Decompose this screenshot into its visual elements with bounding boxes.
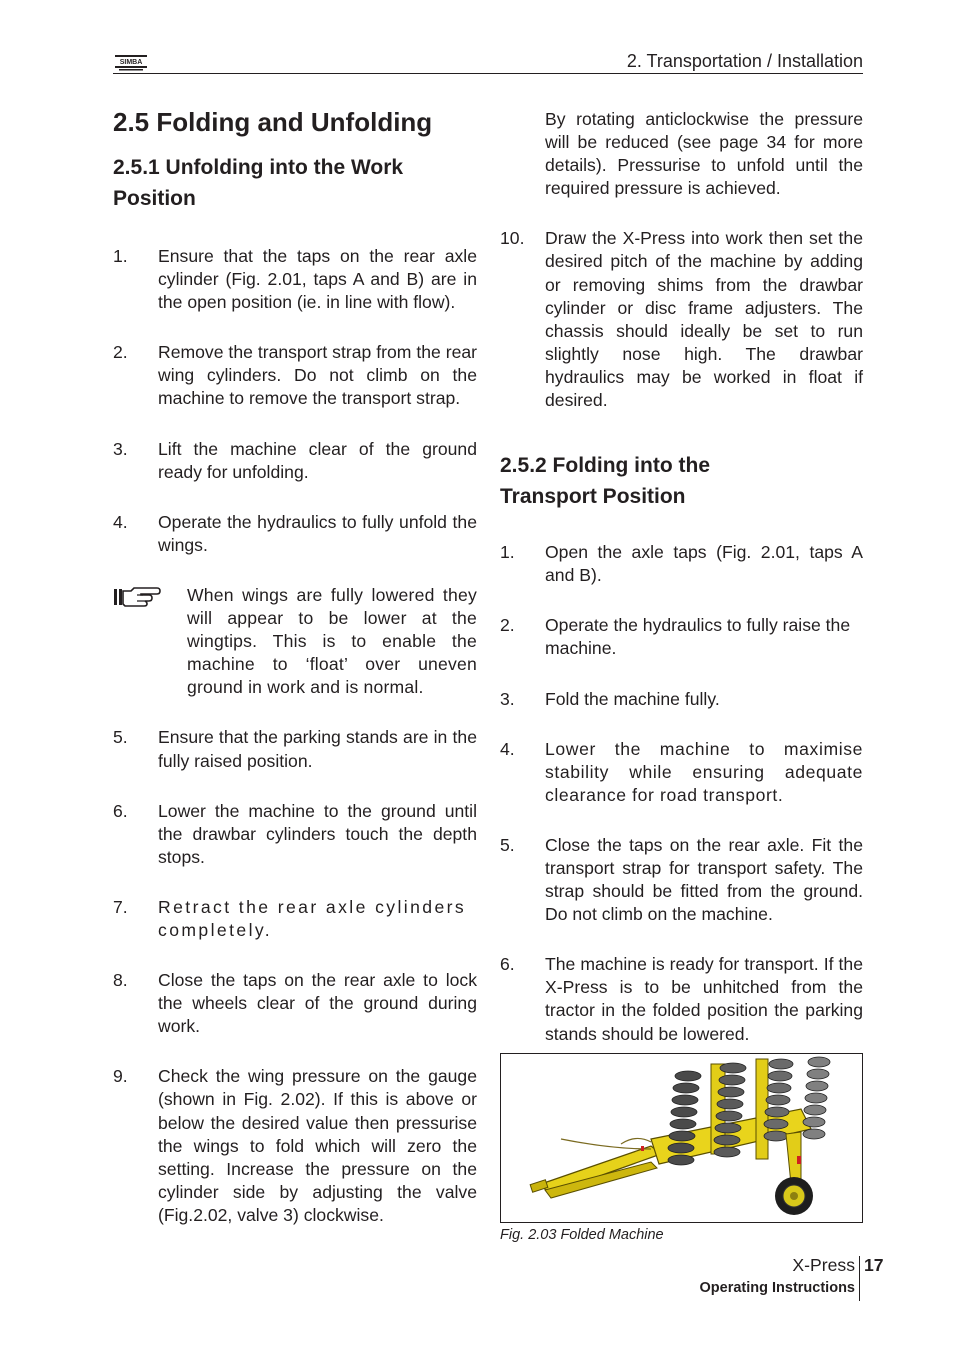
continuation-text: By rotating anticlockwise the pressure will be reduced (see page 34 for more details). Pressurise to unfold until the required pressure is achieved. <box>545 109 863 199</box>
list-number: 7. <box>113 896 128 917</box>
list-item <box>113 969 477 1038</box>
list-text: Retract the rear axle cylinders completely. <box>158 896 467 940</box>
list-text: Remove the transport strap from the rear wing cylinders. Do not climb on the machine to remove the transport strap. <box>158 342 477 409</box>
list-text: The machine is ready for transport. If the X-Press is to be unhitched from the tractor in the folded position the parking stands should be lowered. <box>545 954 863 1044</box>
list-text: Operate the hydraulics to fully raise the machine. <box>545 615 851 659</box>
list-text: Check the wing pressure on the gauge (shown in Fig. 2.02). If this is above or below the desired value then pressurise the wings to fold which will zero the setting. Increase the pressure on the cylinder side by adjusting the valve (Fig.2.02, valve 3) clockwise. <box>158 1066 477 1225</box>
note-text: When wings are fully lowered they will appear to be lower at the wingtips. This is to enable the machine to ‘float’ over uneven ground in work and is normal. <box>187 584 477 698</box>
list-item <box>113 1065 477 1227</box>
subsection-heading-unfolding: 2.5.1 Unfolding into the Work Position <box>113 156 404 210</box>
list-number: 9. <box>113 1066 128 1087</box>
svg-text:SIMBA: SIMBA <box>119 59 143 66</box>
list-number: 1. <box>500 542 515 563</box>
list-item <box>113 245 477 314</box>
subsection-heading-folding: 2.5.2 Folding into the Transport Position <box>500 454 710 509</box>
list-text: Lower the machine to maximise stability while ensuring adequate clearance for road transport. <box>545 738 863 805</box>
footer-subtitle: Operating Instructions <box>699 1280 855 1296</box>
list-item <box>113 726 477 772</box>
list-number: 4. <box>500 738 515 759</box>
list-text: Ensure that the parking stands are in the fully raised position. <box>158 727 477 771</box>
list-number: 3. <box>113 438 128 459</box>
list-item <box>500 834 863 926</box>
right-column <box>500 108 863 1247</box>
section-heading: 2.5 Folding and Unfolding <box>113 107 433 137</box>
list-number: 10. <box>500 228 525 249</box>
footer-title: X-Press <box>792 1255 855 1275</box>
figure-folded-machine <box>500 1053 863 1223</box>
list-item <box>500 541 863 587</box>
list-text: Fold the machine fully. <box>545 688 720 709</box>
list-item <box>113 438 477 484</box>
list-number: 5. <box>113 727 128 748</box>
list-text: Close the taps on the rear axle. Fit the transport strap for transport safety. The strap should be fitted from the ground. Do not climb on the machine. <box>545 834 863 925</box>
list-item <box>113 896 477 942</box>
list-text: Lower the machine to the ground until the drawbar cylinders touch the depth stops. <box>158 800 477 867</box>
simba-logo <box>113 54 149 72</box>
list-number: 8. <box>113 970 128 991</box>
list-item <box>113 800 477 869</box>
figure-caption: Fig. 2.03 Folded Machine <box>500 1226 664 1243</box>
list-text: Operate the hydraulics to fully unfold the wings. <box>158 511 477 555</box>
note-block <box>113 584 477 699</box>
list-text: Lift the machine clear of the ground ready for unfolding. <box>158 438 477 482</box>
list-text: Open the axle taps (Fig. 2.01, taps A and B). <box>545 542 863 586</box>
list-item <box>113 511 477 557</box>
list-number: 6. <box>113 800 128 821</box>
list-item <box>500 614 863 660</box>
list-text: Draw the X-Press into work then set the desired pitch of the machine by adding or removing shims from the drawbar cylinder or disc frame adjusters. The chassis should ideally be set to run slightly nose high. The drawbar hydraulics may be worked in float if desired. <box>545 228 863 411</box>
list-number: 4. <box>113 511 128 532</box>
list-item <box>500 953 863 1045</box>
pointing-hand-icon <box>113 584 187 699</box>
folded-machine-illustration <box>501 1054 862 1222</box>
list-number: 3. <box>500 688 515 709</box>
list-number: 1. <box>113 246 128 266</box>
list-item <box>500 738 863 807</box>
page-number: 17 <box>864 1255 884 1275</box>
footer-divider <box>859 1256 860 1301</box>
list-number: 5. <box>500 834 515 855</box>
list-item <box>113 341 477 410</box>
header-section-title: 2. Transportation / Installation <box>626 51 863 71</box>
list-text: Close the taps on the rear axle to lock the wheels clear of the ground during work. <box>158 970 477 1037</box>
list-item <box>500 227 863 412</box>
list-number: 2. <box>113 342 128 363</box>
list-number: 2. <box>500 615 515 636</box>
left-column <box>113 106 477 1227</box>
list-number: 6. <box>500 954 515 975</box>
header-rule <box>113 73 863 74</box>
list-item <box>500 688 863 711</box>
list-text: Ensure that the taps on the rear axle cylinder (Fig. 2.01, taps A and B) are in the open position (ie. in line with flow). <box>158 246 477 313</box>
